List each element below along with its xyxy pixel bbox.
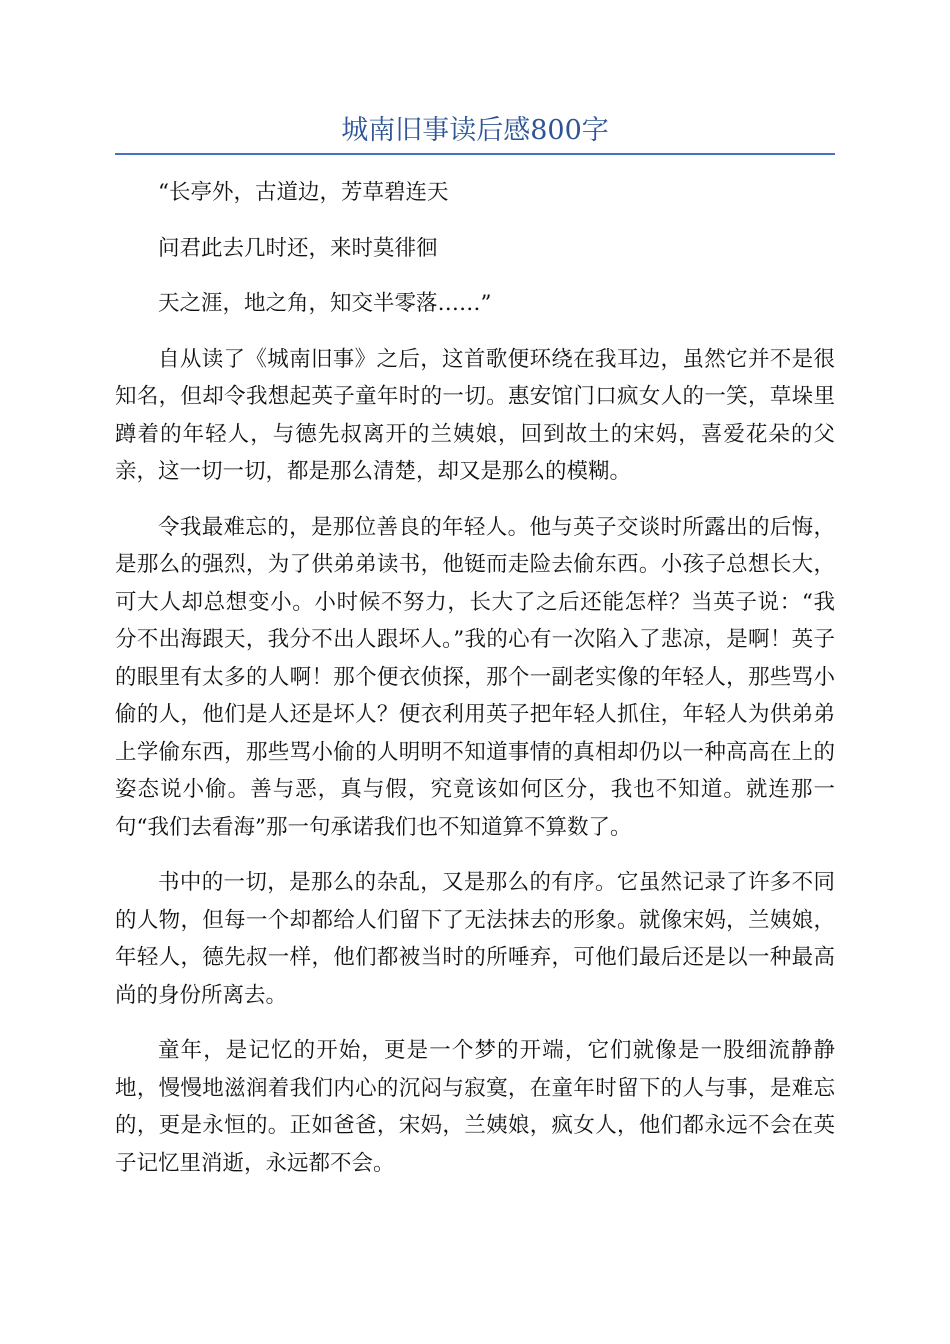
poem-line-2: 问君此去几时还，来时莫徘徊: [158, 235, 438, 261]
document-title: 城南旧事读后感800字: [341, 115, 609, 146]
title-underline: [115, 153, 835, 155]
body-paragraph-1: 自从读了《城南旧事》之后，这首歌便环绕在我耳边，虽然它并不是很知名，但却令我想起英子童年时的一切。惠安馆门口疯女人的一笑，草垛里蹲着的年轻人，与德先叔离开的兰姨娘，回到故土的宋妈，喜爱花朵的父亲，这一切一切，都是那么清楚，却又是那么的模糊。: [115, 346, 835, 484]
body-paragraph-2: 令我最难忘的，是那位善良的年轻人。他与英子交谈时所露出的后悔，是那么的强烈，为了供弟弟读书，他铤而走险去偷东西。小孩子总想长大，可大人却总想变小。小时候不努力，长大了之后还能怎样？当英子说：“我分不出海跟天，我分不出人跟坏人。”我的心有一次陷入了悲凉，是啊！英子的眼里有太多的人啊！那个便衣侦探，那个一副老实像的年轻人，那些骂小偷的人，他们是人还是坏人？便衣利用英子把年轻人抓住，年轻人为供弟弟上学偷东西，那些骂小偷的人明明不知道事情的真相却仍以一种高高在上的姿态说小偷。善与恶，真与假，究竟该如何区分，我也不知道。就连那一句“我们去看海”那一句承诺我们也不知道算不算数了。: [115, 514, 835, 840]
document-body: [115, 174, 835, 1200]
body-paragraph-4: 童年，是记忆的开始，更是一个梦的开端，它们就像是一股细流静静地，慢慢地滋润着我们内心的沉闷与寂寞，在童年时留下的人与事，是难忘的，更是永恒的。正如爸爸，宋妈，兰姨娘，疯女人，他们都永远不会在英子记忆里消逝，永远都不会。: [115, 1038, 835, 1176]
poem-line-1: “长亭外，古道边，芳草碧连天: [158, 180, 449, 205]
body-paragraph-3: 书中的一切，是那么的杂乱，又是那么的有序。它虽然记录了许多不同的人物，但每一个却都给人们留下了无法抹去的形象。就像宋妈，兰姨娘，年轻人，德先叔一样，他们都被当时的所唾弃，可他们最后还是以一种最高尚的身份所离去。: [115, 870, 835, 1008]
poem-line-3: 天之涯，地之角，知交半零落……”: [158, 291, 492, 316]
